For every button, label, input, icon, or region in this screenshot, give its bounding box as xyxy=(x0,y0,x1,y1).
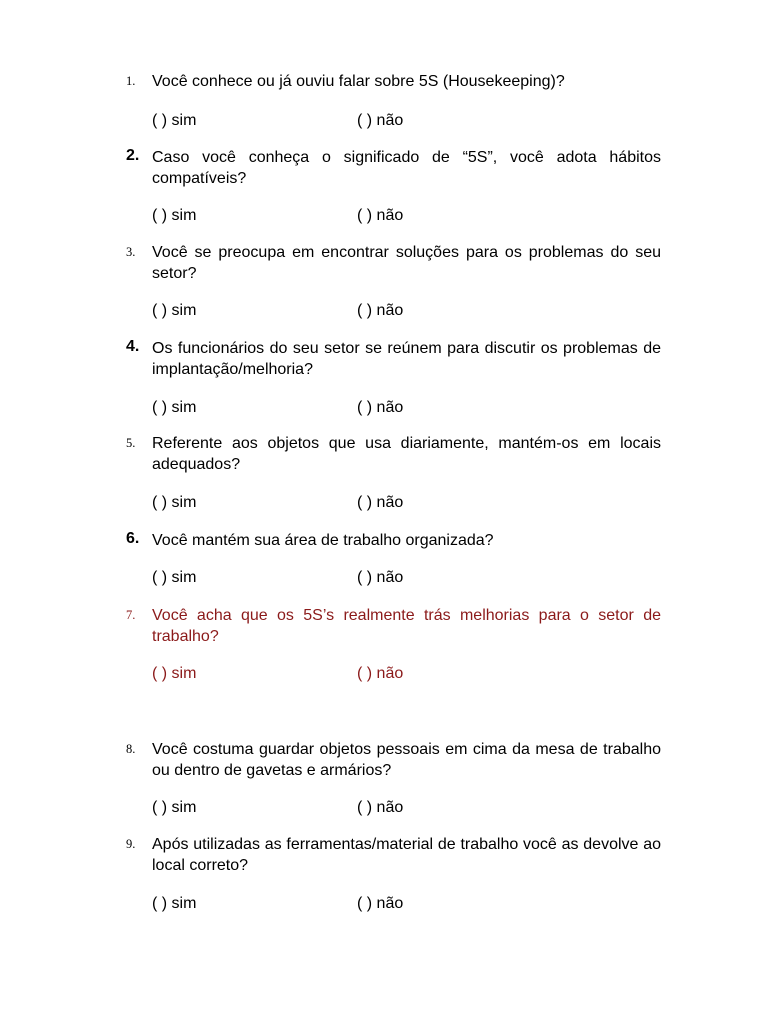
question-text: Você acha que os 5S’s realmente trás melhorias para o setor de trabalho? xyxy=(152,607,661,645)
question-number: 4. xyxy=(126,338,140,355)
option-yes[interactable]: ( ) sim xyxy=(152,569,197,586)
question-text: Você mantém sua área de trabalho organizada? xyxy=(152,532,494,549)
option-no[interactable]: ( ) não xyxy=(357,799,404,816)
option-no[interactable]: ( ) não xyxy=(357,399,404,416)
question-number: 5. xyxy=(126,436,136,450)
option-no[interactable]: ( ) não xyxy=(357,569,404,586)
question-text: Os funcionários do seu setor se reúnem para discutir os problemas de implantação/melhoria? xyxy=(152,340,661,378)
option-no[interactable]: ( ) não xyxy=(357,665,404,682)
option-yes[interactable]: ( ) sim xyxy=(152,895,197,912)
question-text: Caso você conheça o significado de “5S”, você adota hábitos compatíveis? xyxy=(152,149,661,187)
option-no[interactable]: ( ) não xyxy=(357,895,404,912)
option-yes[interactable]: ( ) sim xyxy=(152,112,197,129)
question-number: 7. xyxy=(126,608,136,622)
option-yes[interactable]: ( ) sim xyxy=(152,799,197,816)
option-yes[interactable]: ( ) sim xyxy=(152,207,197,224)
question-number: 6. xyxy=(126,530,140,547)
option-yes[interactable]: ( ) sim xyxy=(152,399,197,416)
question-text: Após utilizadas as ferramentas/material de trabalho você as devolve ao local correto? xyxy=(152,836,661,874)
option-no[interactable]: ( ) não xyxy=(357,494,404,511)
question-number: 1. xyxy=(126,74,136,88)
option-no[interactable]: ( ) não xyxy=(357,112,404,129)
option-no[interactable]: ( ) não xyxy=(357,207,404,224)
question-text: Referente aos objetos que usa diariamente, mantém-os em locais adequados? xyxy=(152,435,661,473)
question-number: 9. xyxy=(126,837,136,851)
question-number: 8. xyxy=(126,742,136,756)
question-text: Você costuma guardar objetos pessoais em cima da mesa de trabalho ou dentro de gavetas e armários? xyxy=(152,741,661,779)
option-yes[interactable]: ( ) sim xyxy=(152,665,197,682)
question-text: Você se preocupa em encontrar soluções para os problemas do seu setor? xyxy=(152,244,661,282)
question-text: Você conhece ou já ouviu falar sobre 5S (Housekeeping)? xyxy=(152,73,565,90)
question-number: 2. xyxy=(126,147,140,164)
question-number: 3. xyxy=(126,245,136,259)
option-yes[interactable]: ( ) sim xyxy=(152,302,197,319)
option-yes[interactable]: ( ) sim xyxy=(152,494,197,511)
option-no[interactable]: ( ) não xyxy=(357,302,404,319)
